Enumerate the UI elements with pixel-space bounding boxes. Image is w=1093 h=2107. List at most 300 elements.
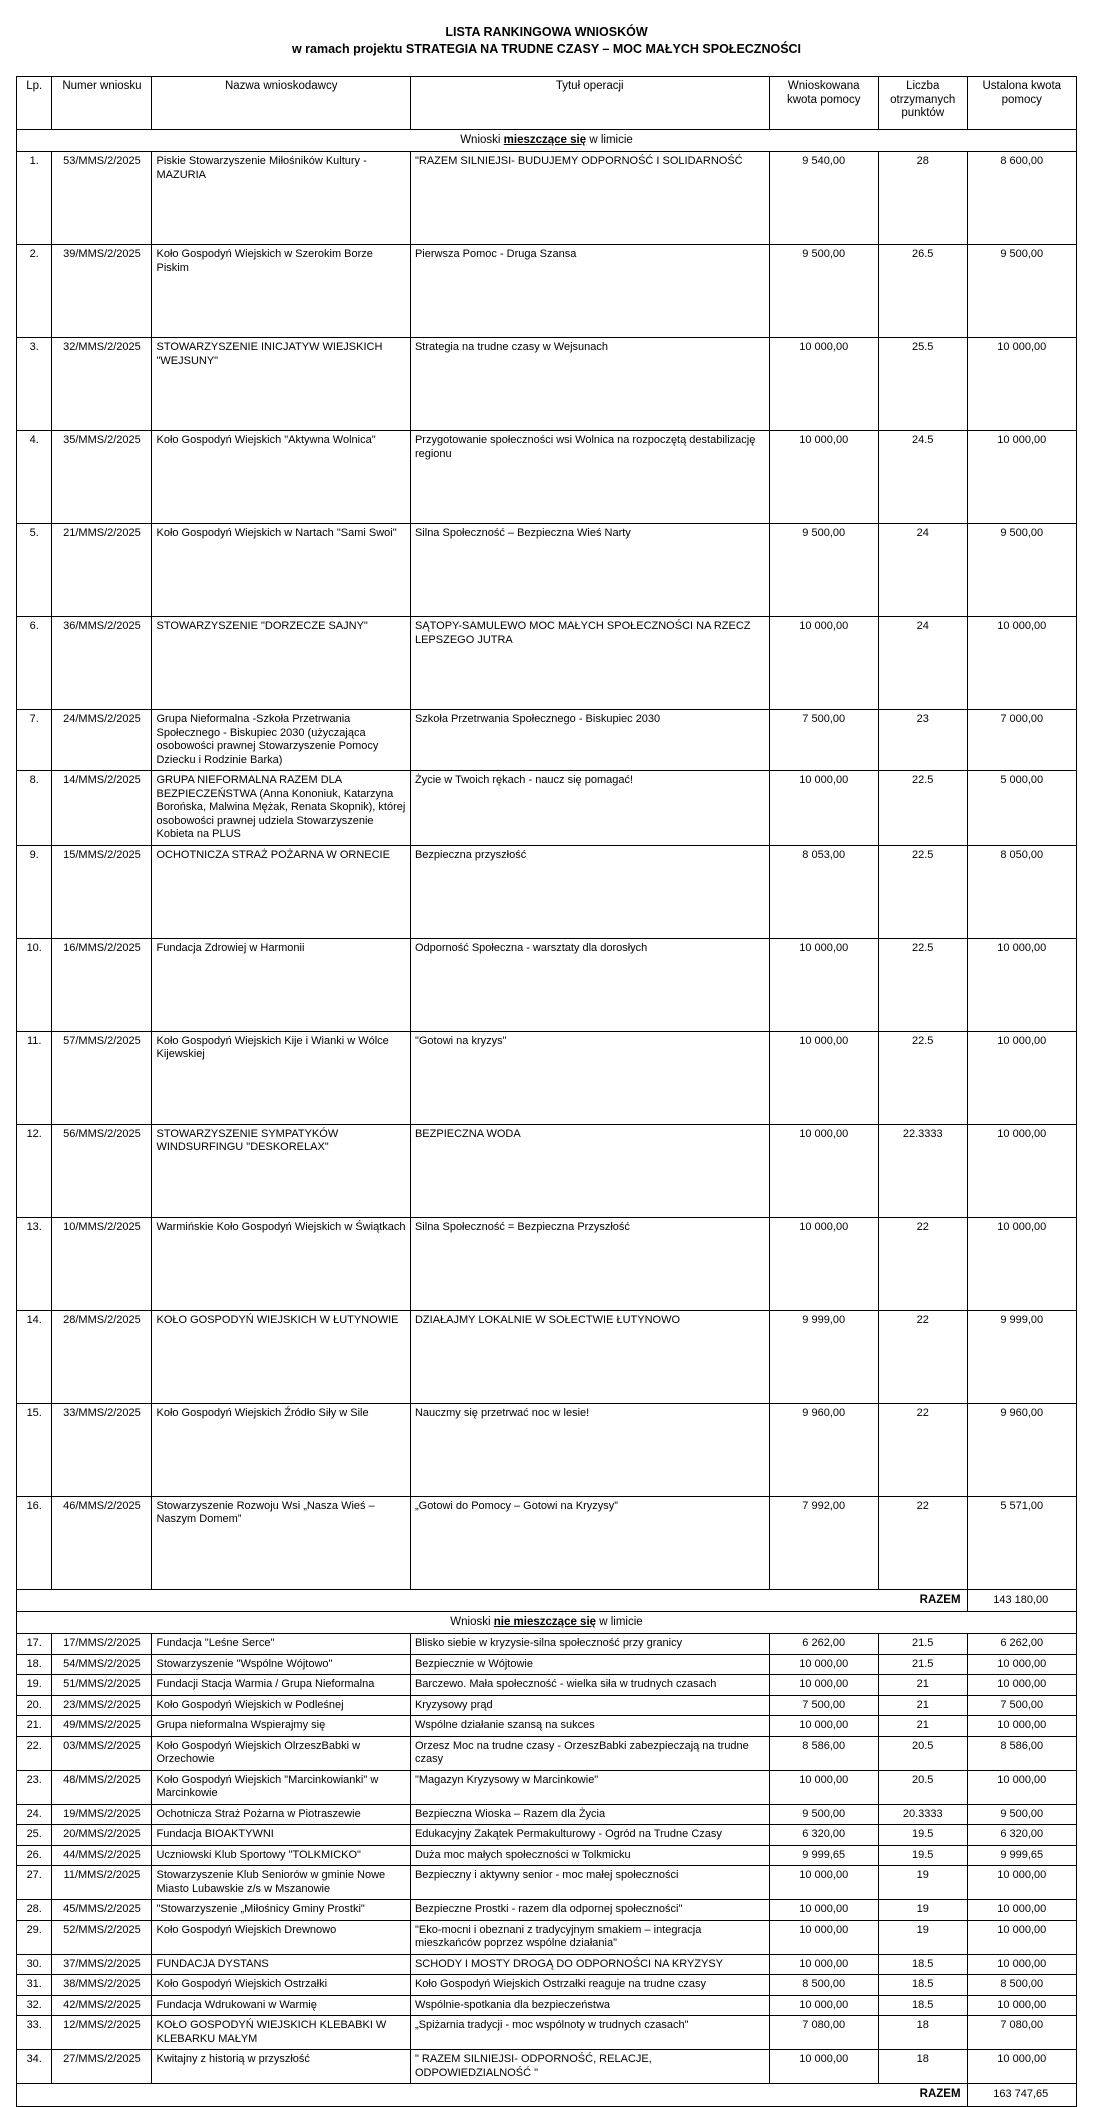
- cell-application-number: 56/MMS/2/2025: [52, 1124, 152, 1217]
- cell-lp: 32.: [17, 1995, 52, 2016]
- cell-lp: 15.: [17, 1403, 52, 1496]
- cell-applicant-name: Fundacja Zdrowiej w Harmonii: [152, 938, 410, 1031]
- cell-requested-amount: 10 000,00: [769, 2050, 878, 2084]
- cell-applicant-name: FUNDACJA DYSTANS: [152, 1954, 410, 1975]
- cell-requested-amount: 10 000,00: [769, 1675, 878, 1696]
- section-label-emphasis: mieszczące się: [503, 134, 587, 146]
- cell-requested-amount: 6 320,00: [769, 1825, 878, 1846]
- cell-operation-title: Życie w Twoich rękach - naucz się pomagać!: [410, 771, 769, 846]
- cell-granted-amount: 7 080,00: [967, 2016, 1076, 2050]
- cell-granted-amount: 9 999,00: [967, 1310, 1076, 1403]
- cell-lp: 18.: [17, 1654, 52, 1675]
- cell-application-number: 28/MMS/2/2025: [52, 1310, 152, 1403]
- cell-points: 22.5: [878, 845, 967, 938]
- cell-lp: 28.: [17, 1900, 52, 1921]
- table-row: [17, 1634, 1077, 1655]
- cell-operation-title: Nauczmy się przetrwać noc w lesie!: [410, 1403, 769, 1496]
- cell-operation-title: Bezpieczna przyszłość: [410, 845, 769, 938]
- page-title-line-2: w ramach projektu STRATEGIA NA TRUDNE CZASY – MOC MAŁYCH SPOŁECZNOŚCI: [291, 42, 802, 56]
- cell-applicant-name: Koło Gospodyń Wiejskich "Aktywna Wolnica": [152, 431, 410, 524]
- cell-points: 19.5: [878, 1825, 967, 1846]
- cell-points: 22: [878, 1496, 967, 1589]
- table-row: [17, 245, 1077, 338]
- table-row: [17, 1975, 1077, 1996]
- cell-points: 22: [878, 1403, 967, 1496]
- cell-lp: 1.: [17, 152, 52, 245]
- cell-points: 22.3333: [878, 1124, 967, 1217]
- cell-applicant-name: Koło Gospodyń Wiejskich OlrzeszBabki w Orzechowie: [152, 1736, 410, 1770]
- cell-granted-amount: 10 000,00: [967, 1770, 1076, 1804]
- total-label: RAZEM: [17, 2084, 968, 2107]
- table-row: [17, 617, 1077, 710]
- section-label-prefix: Wnioski: [460, 134, 504, 146]
- cell-applicant-name: Warmińskie Koło Gospodyń Wiejskich w Świątkach: [152, 1217, 410, 1310]
- cell-points: 19: [878, 1866, 967, 1900]
- cell-requested-amount: 10 000,00: [769, 1654, 878, 1675]
- cell-points: 22.5: [878, 1031, 967, 1124]
- cell-requested-amount: 9 500,00: [769, 245, 878, 338]
- cell-points: 21.5: [878, 1654, 967, 1675]
- cell-granted-amount: 10 000,00: [967, 938, 1076, 1031]
- cell-requested-amount: 9 999,00: [769, 1310, 878, 1403]
- cell-granted-amount: 10 000,00: [967, 1716, 1076, 1737]
- cell-operation-title: Duża moc małych społeczności w Tolkmicku: [410, 1845, 769, 1866]
- cell-applicant-name: Stowarzyszenie "Wspólne Wójtowo": [152, 1654, 410, 1675]
- cell-requested-amount: 10 000,00: [769, 617, 878, 710]
- cell-application-number: 36/MMS/2/2025: [52, 617, 152, 710]
- total-label: RAZEM: [17, 1589, 968, 1612]
- cell-requested-amount: 10 000,00: [769, 1124, 878, 1217]
- section-total-row: [17, 1589, 1077, 1612]
- cell-applicant-name: Ochotnicza Straż Pożarna w Piotraszewie: [152, 1804, 410, 1825]
- cell-points: 20.3333: [878, 1804, 967, 1825]
- section-label-emphasis: nie mieszczące się: [493, 1616, 597, 1628]
- cell-applicant-name: STOWARZYSZENIE "DORZECZE SAJNY": [152, 617, 410, 710]
- cell-points: 22.5: [878, 771, 967, 846]
- cell-granted-amount: 10 000,00: [967, 1217, 1076, 1310]
- cell-operation-title: Silna Społeczność – Bezpieczna Wieś Narty: [410, 524, 769, 617]
- cell-operation-title: "RAZEM SILNIEJSI- BUDUJEMY ODPORNOŚĆ I SOLIDARNOŚĆ: [410, 152, 769, 245]
- cell-application-number: 12/MMS/2/2025: [52, 2016, 152, 2050]
- table-row: [17, 710, 1077, 771]
- cell-operation-title: Bezpieczny i aktywny senior - moc małej społeczności: [410, 1866, 769, 1900]
- cell-requested-amount: 8 500,00: [769, 1975, 878, 1996]
- table-row: [17, 1954, 1077, 1975]
- cell-granted-amount: 5 571,00: [967, 1496, 1076, 1589]
- cell-operation-title: "Magazyn Kryzysowy w Marcinkowie": [410, 1770, 769, 1804]
- cell-operation-title: "Eko-mocni i obeznani z tradycyjnym smakiem – integracja mieszkańców poprzez wspólne działania": [410, 1920, 769, 1954]
- cell-lp: 12.: [17, 1124, 52, 1217]
- cell-requested-amount: 6 262,00: [769, 1634, 878, 1655]
- cell-lp: 6.: [17, 617, 52, 710]
- cell-applicant-name: KOŁO GOSPODYŃ WIEJSKICH W ŁUTYNOWIE: [152, 1310, 410, 1403]
- cell-operation-title: BEZPIECZNA WODA: [410, 1124, 769, 1217]
- cell-points: 22: [878, 1310, 967, 1403]
- table-row: [17, 1845, 1077, 1866]
- cell-applicant-name: STOWARZYSZENIE SYMPATYKÓW WINDSURFINGU "DESKORELAX": [152, 1124, 410, 1217]
- cell-application-number: 46/MMS/2/2025: [52, 1496, 152, 1589]
- cell-operation-title: Strategia na trudne czasy w Wejsunach: [410, 338, 769, 431]
- cell-operation-title: DZIAŁAJMY LOKALNIE W SOŁECTWIE ŁUTYNOWO: [410, 1310, 769, 1403]
- column-header-lp: Lp.: [17, 77, 52, 130]
- cell-operation-title: Wspólne działanie szansą na sukces: [410, 1716, 769, 1737]
- cell-application-number: 24/MMS/2/2025: [52, 710, 152, 771]
- cell-granted-amount: 8 586,00: [967, 1736, 1076, 1770]
- cell-lp: 19.: [17, 1675, 52, 1696]
- cell-operation-title: Bezpiecznie w Wójtowie: [410, 1654, 769, 1675]
- cell-lp: 31.: [17, 1975, 52, 1996]
- cell-lp: 16.: [17, 1496, 52, 1589]
- table-row: [17, 1654, 1077, 1675]
- cell-requested-amount: 10 000,00: [769, 1954, 878, 1975]
- section-header-row: [17, 130, 1077, 152]
- cell-application-number: 37/MMS/2/2025: [52, 1954, 152, 1975]
- cell-application-number: 10/MMS/2/2025: [52, 1217, 152, 1310]
- cell-granted-amount: 10 000,00: [967, 2050, 1076, 2084]
- cell-application-number: 19/MMS/2/2025: [52, 1804, 152, 1825]
- cell-points: 23: [878, 710, 967, 771]
- column-header-requested-amount: Wnioskowana kwota pomocy: [769, 77, 878, 130]
- cell-granted-amount: 6 262,00: [967, 1634, 1076, 1655]
- cell-lp: 24.: [17, 1804, 52, 1825]
- cell-application-number: 33/MMS/2/2025: [52, 1403, 152, 1496]
- cell-application-number: 35/MMS/2/2025: [52, 431, 152, 524]
- cell-requested-amount: 10 000,00: [769, 1716, 878, 1737]
- cell-granted-amount: 10 000,00: [967, 1954, 1076, 1975]
- table-row: [17, 938, 1077, 1031]
- cell-application-number: 44/MMS/2/2025: [52, 1845, 152, 1866]
- cell-granted-amount: 10 000,00: [967, 338, 1076, 431]
- cell-requested-amount: 9 999,65: [769, 1845, 878, 1866]
- cell-granted-amount: 10 000,00: [967, 1995, 1076, 2016]
- cell-granted-amount: 7 000,00: [967, 710, 1076, 771]
- cell-lp: 26.: [17, 1845, 52, 1866]
- cell-application-number: 21/MMS/2/2025: [52, 524, 152, 617]
- cell-application-number: 51/MMS/2/2025: [52, 1675, 152, 1696]
- table-row: [17, 1770, 1077, 1804]
- cell-requested-amount: 9 500,00: [769, 1804, 878, 1825]
- cell-applicant-name: STOWARZYSZENIE INICJATYW WIEJSKICH "WEJSUNY": [152, 338, 410, 431]
- cell-operation-title: Silna Społeczność = Bezpieczna Przyszłość: [410, 1217, 769, 1310]
- cell-granted-amount: 9 500,00: [967, 1804, 1076, 1825]
- cell-points: 25.5: [878, 338, 967, 431]
- cell-application-number: 03/MMS/2/2025: [52, 1736, 152, 1770]
- cell-operation-title: SĄTOPY-SAMULEWO MOC MAŁYCH SPOŁECZNOŚCI NA RZECZ LEPSZEGO JUTRA: [410, 617, 769, 710]
- cell-application-number: 16/MMS/2/2025: [52, 938, 152, 1031]
- cell-operation-title: Odporność Społeczna - warsztaty dla dorosłych: [410, 938, 769, 1031]
- table-row: [17, 1804, 1077, 1825]
- cell-requested-amount: 10 000,00: [769, 1031, 878, 1124]
- column-header-application-number: Numer wniosku: [52, 77, 152, 130]
- cell-granted-amount: 10 000,00: [967, 1124, 1076, 1217]
- table-header-row: [17, 77, 1077, 130]
- cell-operation-title: Barczewo. Mała społeczność - wielka siła w trudnych czasach: [410, 1675, 769, 1696]
- cell-points: 18: [878, 2050, 967, 2084]
- cell-operation-title: Koło Gospodyń Wiejskich Ostrzałki reaguje na trudne czasy: [410, 1975, 769, 1996]
- cell-lp: 8.: [17, 771, 52, 846]
- table-row: [17, 1031, 1077, 1124]
- cell-operation-title: Kryzysowy prąd: [410, 1695, 769, 1716]
- column-header-operation-title: Tytuł operacji: [410, 77, 769, 130]
- section-header-label: [17, 130, 1077, 152]
- table-row: [17, 1866, 1077, 1900]
- table-row: [17, 1825, 1077, 1846]
- table-row: [17, 431, 1077, 524]
- cell-granted-amount: 8 500,00: [967, 1975, 1076, 1996]
- cell-points: 18.5: [878, 1954, 967, 1975]
- table-row: [17, 524, 1077, 617]
- table-body: [17, 130, 1077, 2107]
- cell-points: 19.5: [878, 1845, 967, 1866]
- cell-lp: 30.: [17, 1954, 52, 1975]
- cell-applicant-name: Uczniowski Klub Sportowy "TOLKMICKO": [152, 1845, 410, 1866]
- cell-lp: 27.: [17, 1866, 52, 1900]
- cell-applicant-name: Fundacji Stacja Warmia / Grupa Nieformalna: [152, 1675, 410, 1696]
- cell-points: 21: [878, 1716, 967, 1737]
- cell-lp: 3.: [17, 338, 52, 431]
- cell-applicant-name: Koło Gospodyń Wiejskich w Nartach "Sami Swoi": [152, 524, 410, 617]
- cell-operation-title: Orzesz Moc na trudne czasy - OrzeszBabki zabezpieczają na trudne czasy: [410, 1736, 769, 1770]
- cell-granted-amount: 9 999,65: [967, 1845, 1076, 1866]
- cell-lp: 25.: [17, 1825, 52, 1846]
- cell-requested-amount: 10 000,00: [769, 938, 878, 1031]
- cell-application-number: 17/MMS/2/2025: [52, 1634, 152, 1655]
- cell-points: 18.5: [878, 1995, 967, 2016]
- cell-application-number: 53/MMS/2/2025: [52, 152, 152, 245]
- cell-applicant-name: GRUPA NIEFORMALNA RAZEM DLA BEZPIECZEŃSTWA (Anna Kononiuk, Katarzyna Borońska, Malwina Mężak, Renata Skopnik), której osobowości prawnej udziela Stowarzyszenie Kobieta na PLUS: [152, 771, 410, 846]
- cell-granted-amount: 10 000,00: [967, 1900, 1076, 1921]
- cell-points: 21.5: [878, 1634, 967, 1655]
- cell-application-number: 48/MMS/2/2025: [52, 1770, 152, 1804]
- cell-points: 22: [878, 1217, 967, 1310]
- cell-lp: 11.: [17, 1031, 52, 1124]
- cell-applicant-name: Stowarzyszenie Rozwoju Wsi „Nasza Wieś – Naszym Domem”: [152, 1496, 410, 1589]
- cell-points: 24.5: [878, 431, 967, 524]
- cell-application-number: 42/MMS/2/2025: [52, 1995, 152, 2016]
- cell-granted-amount: 7 500,00: [967, 1695, 1076, 1716]
- cell-applicant-name: Piskie Stowarzyszenie Miłośników Kultury - MAZURIA: [152, 152, 410, 245]
- cell-lp: 10.: [17, 938, 52, 1031]
- cell-application-number: 52/MMS/2/2025: [52, 1920, 152, 1954]
- cell-applicant-name: OCHOTNICZA STRAŻ POŻARNA W ORNECIE: [152, 845, 410, 938]
- cell-operation-title: Blisko siebie w kryzysie-silna społeczność przy granicy: [410, 1634, 769, 1655]
- cell-applicant-name: Koło Gospodyń Wiejskich w Podleśnej: [152, 1695, 410, 1716]
- cell-application-number: 11/MMS/2/2025: [52, 1866, 152, 1900]
- cell-applicant-name: Grupa Nieformalna -Szkoła Przetrwania Społecznego - Biskupiec 2030 (użyczająca osobowości prawnej Stowarzyszenie Pomocy Dziecku i Rodzinie Barka): [152, 710, 410, 771]
- cell-application-number: 23/MMS/2/2025: [52, 1695, 152, 1716]
- cell-lp: 29.: [17, 1920, 52, 1954]
- cell-lp: 2.: [17, 245, 52, 338]
- cell-applicant-name: Koło Gospodyń Wiejskich w Szerokim Borze Piskim: [152, 245, 410, 338]
- cell-applicant-name: KOŁO GOSPODYŃ WIEJSKICH KLEBABKI W KLEBARKU MAŁYM: [152, 2016, 410, 2050]
- cell-requested-amount: 7 500,00: [769, 1695, 878, 1716]
- table-row: [17, 1920, 1077, 1954]
- ranking-table: [16, 76, 1077, 2107]
- cell-points: 24: [878, 617, 967, 710]
- cell-points: 20.5: [878, 1770, 967, 1804]
- cell-granted-amount: 9 960,00: [967, 1403, 1076, 1496]
- cell-requested-amount: 10 000,00: [769, 1217, 878, 1310]
- cell-points: 19: [878, 1920, 967, 1954]
- section-label-suffix: w limicie: [586, 134, 633, 146]
- cell-requested-amount: 7 500,00: [769, 710, 878, 771]
- table-row: [17, 1675, 1077, 1696]
- cell-granted-amount: 5 000,00: [967, 771, 1076, 846]
- cell-granted-amount: 10 000,00: [967, 1031, 1076, 1124]
- cell-requested-amount: 10 000,00: [769, 771, 878, 846]
- cell-lp: 23.: [17, 1770, 52, 1804]
- table-row: [17, 1695, 1077, 1716]
- cell-requested-amount: 9 500,00: [769, 524, 878, 617]
- ranking-table-container: [0, 76, 1093, 2107]
- cell-lp: 7.: [17, 710, 52, 771]
- section-total-row: [17, 2084, 1077, 2107]
- cell-points: 18: [878, 2016, 967, 2050]
- cell-application-number: 45/MMS/2/2025: [52, 1900, 152, 1921]
- cell-applicant-name: Koło Gospodyń Wiejskich Źródło Siły w Sile: [152, 1403, 410, 1496]
- table-row: [17, 1716, 1077, 1737]
- cell-lp: 33.: [17, 2016, 52, 2050]
- cell-requested-amount: 10 000,00: [769, 1866, 878, 1900]
- table-row: [17, 1900, 1077, 1921]
- cell-granted-amount: 10 000,00: [967, 1920, 1076, 1954]
- cell-requested-amount: 10 000,00: [769, 338, 878, 431]
- cell-operation-title: Bezpieczne Prostki - razem dla odpornej społeczności": [410, 1900, 769, 1921]
- cell-granted-amount: 8 600,00: [967, 152, 1076, 245]
- section-label-suffix: w limicie: [596, 1616, 643, 1628]
- cell-granted-amount: 10 000,00: [967, 617, 1076, 710]
- cell-points: 26.5: [878, 245, 967, 338]
- cell-application-number: 32/MMS/2/2025: [52, 338, 152, 431]
- section-label-prefix: Wnioski: [450, 1616, 494, 1628]
- cell-points: 22.5: [878, 938, 967, 1031]
- table-row: [17, 338, 1077, 431]
- cell-operation-title: „Gotowi do Pomocy – Gotowi na Kryzysy”: [410, 1496, 769, 1589]
- column-header-points: Liczba otrzymanych punktów: [878, 77, 967, 130]
- cell-granted-amount: 9 500,00: [967, 524, 1076, 617]
- page-title-line-1: LISTA RANKINGOWA WNIOSKÓW: [445, 25, 648, 39]
- cell-operation-title: Wspólnie-spotkania dla bezpieczeństwa: [410, 1995, 769, 2016]
- cell-requested-amount: 8 053,00: [769, 845, 878, 938]
- total-value: 163 747,65: [967, 2084, 1076, 2107]
- cell-lp: 5.: [17, 524, 52, 617]
- cell-applicant-name: "Stowarzyszenie „Miłośnicy Gminy Prostki": [152, 1900, 410, 1921]
- cell-operation-title: Pierwsza Pomoc - Druga Szansa: [410, 245, 769, 338]
- cell-lp: 22.: [17, 1736, 52, 1770]
- table-row: [17, 1496, 1077, 1589]
- cell-applicant-name: Fundacja BIOAKTYWNI: [152, 1825, 410, 1846]
- cell-requested-amount: 10 000,00: [769, 431, 878, 524]
- cell-operation-title: Przygotowanie społeczności wsi Wolnica na rozpoczętą destabilizację regionu: [410, 431, 769, 524]
- cell-granted-amount: 6 320,00: [967, 1825, 1076, 1846]
- cell-lp: 9.: [17, 845, 52, 938]
- cell-operation-title: Edukacyjny Zakątek Permakulturowy - Ogród na Trudne Czasy: [410, 1825, 769, 1846]
- cell-applicant-name: Koło Gospodyń Wiejskich Ostrzałki: [152, 1975, 410, 1996]
- cell-requested-amount: 10 000,00: [769, 1995, 878, 2016]
- cell-points: 24: [878, 524, 967, 617]
- table-header: [17, 77, 1077, 130]
- cell-applicant-name: Kwitajny z historią w przyszłość: [152, 2050, 410, 2084]
- cell-points: 19: [878, 1900, 967, 1921]
- section-header-label: [17, 1612, 1077, 1634]
- column-header-applicant-name: Nazwa wnioskodawcy: [152, 77, 410, 130]
- cell-granted-amount: 10 000,00: [967, 1675, 1076, 1696]
- column-header-granted-amount: Ustalona kwota pomocy: [967, 77, 1076, 130]
- table-row: [17, 1124, 1077, 1217]
- table-row: [17, 771, 1077, 846]
- cell-requested-amount: 7 992,00: [769, 1496, 878, 1589]
- cell-lp: 34.: [17, 2050, 52, 2084]
- cell-points: 21: [878, 1695, 967, 1716]
- cell-applicant-name: Koło Gospodyń Wiejskich Drewnowo: [152, 1920, 410, 1954]
- cell-application-number: 14/MMS/2/2025: [52, 771, 152, 846]
- table-row: [17, 1403, 1077, 1496]
- cell-lp: 4.: [17, 431, 52, 524]
- cell-applicant-name: Fundacja Wdrukowani w Warmię: [152, 1995, 410, 2016]
- table-row: [17, 1217, 1077, 1310]
- cell-application-number: 57/MMS/2/2025: [52, 1031, 152, 1124]
- cell-applicant-name: Koło Gospodyń Wiejskich "Marcinkowianki" w Marcinkowie: [152, 1770, 410, 1804]
- cell-lp: 17.: [17, 1634, 52, 1655]
- cell-applicant-name: Stowarzyszenie Klub Seniorów w gminie Nowe Miasto Lubawskie z/s w Mszanowie: [152, 1866, 410, 1900]
- cell-application-number: 54/MMS/2/2025: [52, 1654, 152, 1675]
- cell-application-number: 38/MMS/2/2025: [52, 1975, 152, 1996]
- table-row: [17, 2050, 1077, 2084]
- cell-requested-amount: 9 540,00: [769, 152, 878, 245]
- cell-applicant-name: Koło Gospodyń Wiejskich Kije i Wianki w Wólce Kijewskiej: [152, 1031, 410, 1124]
- cell-application-number: 27/MMS/2/2025: [52, 2050, 152, 2084]
- cell-requested-amount: 7 080,00: [769, 2016, 878, 2050]
- cell-operation-title: " RAZEM SILNIEJSI- ODPORNOŚĆ, RELACJE, ODPOWIEDZIALNOŚĆ ": [410, 2050, 769, 2084]
- cell-operation-title: SCHODY I MOSTY DROGĄ DO ODPORNOŚCI NA KRYZYSY: [410, 1954, 769, 1975]
- cell-application-number: 39/MMS/2/2025: [52, 245, 152, 338]
- table-row: [17, 1995, 1077, 2016]
- table-row: [17, 152, 1077, 245]
- cell-lp: 14.: [17, 1310, 52, 1403]
- cell-operation-title: Bezpieczna Wioska – Razem dla Życia: [410, 1804, 769, 1825]
- cell-granted-amount: 10 000,00: [967, 1866, 1076, 1900]
- cell-lp: 13.: [17, 1217, 52, 1310]
- cell-granted-amount: 8 050,00: [967, 845, 1076, 938]
- section-header-row: [17, 1612, 1077, 1634]
- cell-applicant-name: Fundacja "Leśne Serce": [152, 1634, 410, 1655]
- cell-lp: 20.: [17, 1695, 52, 1716]
- cell-requested-amount: 10 000,00: [769, 1920, 878, 1954]
- cell-application-number: 20/MMS/2/2025: [52, 1825, 152, 1846]
- table-row: [17, 1736, 1077, 1770]
- cell-points: 18.5: [878, 1975, 967, 1996]
- table-row: [17, 1310, 1077, 1403]
- cell-granted-amount: 10 000,00: [967, 431, 1076, 524]
- table-row: [17, 2016, 1077, 2050]
- cell-requested-amount: 9 960,00: [769, 1403, 878, 1496]
- cell-operation-title: "Gotowi na kryzys": [410, 1031, 769, 1124]
- cell-applicant-name: Grupa nieformalna Wspierajmy się: [152, 1716, 410, 1737]
- cell-requested-amount: 8 586,00: [769, 1736, 878, 1770]
- cell-granted-amount: 10 000,00: [967, 1654, 1076, 1675]
- cell-granted-amount: 9 500,00: [967, 245, 1076, 338]
- cell-points: 21: [878, 1675, 967, 1696]
- cell-application-number: 15/MMS/2/2025: [52, 845, 152, 938]
- cell-lp: 21.: [17, 1716, 52, 1737]
- cell-points: 28: [878, 152, 967, 245]
- cell-application-number: 49/MMS/2/2025: [52, 1716, 152, 1737]
- table-row: [17, 845, 1077, 938]
- cell-points: 20.5: [878, 1736, 967, 1770]
- page-title: [0, 0, 1093, 58]
- cell-requested-amount: 10 000,00: [769, 1770, 878, 1804]
- cell-requested-amount: 10 000,00: [769, 1900, 878, 1921]
